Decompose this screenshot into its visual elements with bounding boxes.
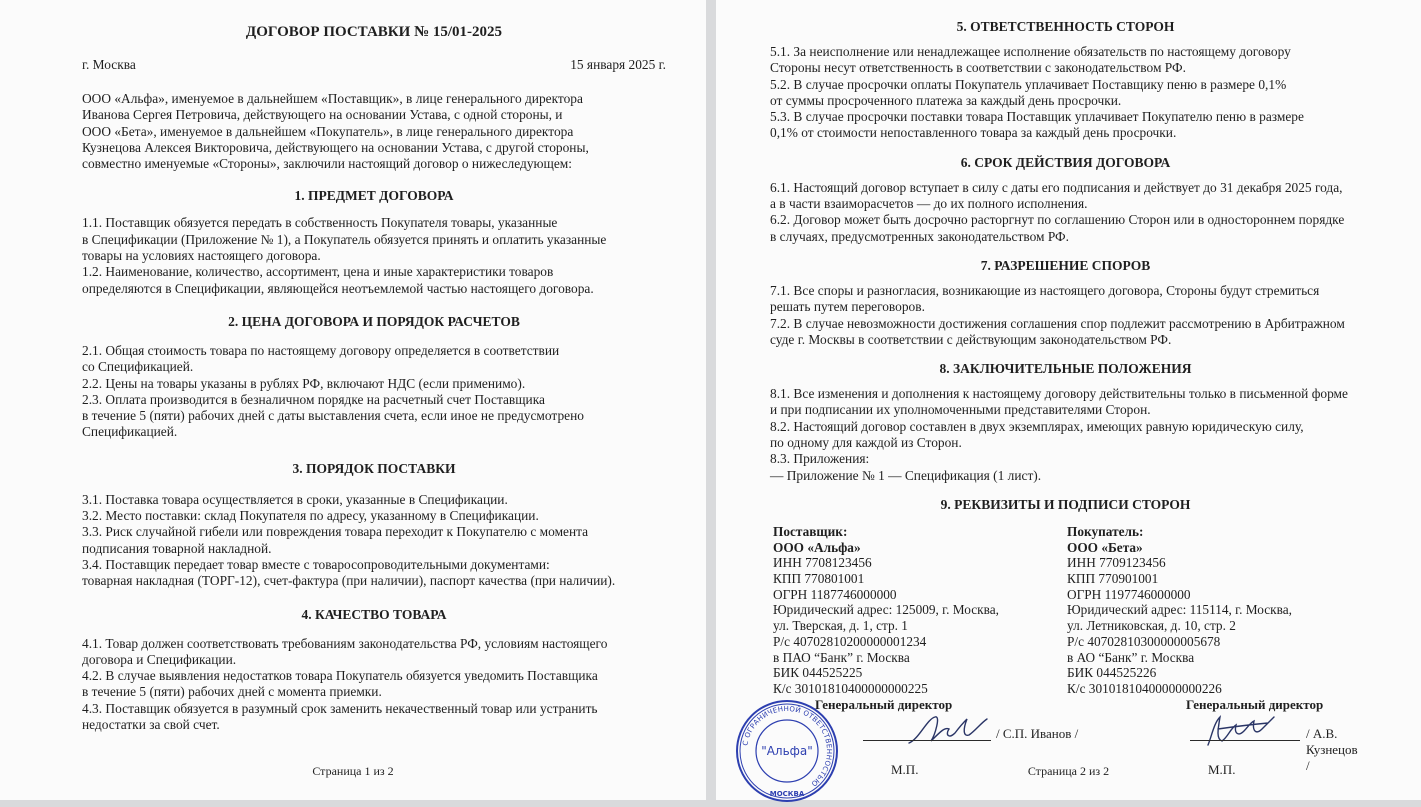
clause-line: 2.1. Общая стоимость товара по настоящему договору определяется в соответствии [82,342,560,358]
clause-line: товарная накладная (ТОРГ-12), счет-фактура (при наличии), паспорт качества (при наличии). [82,573,616,589]
supplier-requisites [770,524,1067,697]
section-body-final [770,386,1361,484]
preamble-line: Иванова Сергея Петровича, действующего на основании Устава, с одной стороны, и [82,107,563,123]
clause-line: 4.2. В случае выявления недостатков товара Покупатель обязуется уведомить Поставщика [82,668,598,684]
clause-line: подписания товарной накладной. [82,540,272,556]
clause-line: в случаях, предусмотренных законодательством РФ. [770,228,1069,244]
signature-block [741,696,1361,807]
clause-line: — Приложение № 1 — Спецификация (1 лист). [770,467,1042,483]
clause-line: недостатки за свой счет. [82,717,220,733]
clause-line: 5.3. В случае просрочки поставки товара Поставщик уплачивает Покупателю пеню в размере [770,109,1304,125]
section-title-final: 8. ЗАКЛЮЧИТЕЛЬНЫЕ ПОЛОЖЕНИЯ [939,361,1192,377]
clause-line: 1.1. Поставщик обязуется передать в собственность Покупателя товары, указанные [82,215,558,231]
buyer-name: ООО «Бета» [1067,539,1143,555]
clause-line: определяются в Спецификации, являющейся неотъемлемой частью настоящего договора. [82,280,594,296]
section-title-requisites: 9. РЕКВИЗИТЫ И ПОДПИСИ СТОРОН [940,496,1191,512]
clause-line: товары на условиях настоящего договора. [82,248,321,264]
supplier-signer-name: / С.П. Иванов / [996,725,1079,741]
section-title-term: 6. СРОК ДЕЙСТВИЯ ДОГОВОРА [960,154,1171,170]
section-title-liability: 5. ОТВЕТСТВЕННОСТЬ СТОРОН [956,19,1175,34]
clause-line: 3.3. Риск случайной гибели или повреждения товара переходит к Покупателю с момента [82,524,589,540]
section-body-term [770,180,1361,245]
clause-line: по одному для каждой из Сторон. [770,435,962,451]
document-title: ДОГОВОР ПОСТАВКИ № 15/01-2025 [245,24,503,40]
section-title-delivery: 3. ПОРЯДОК ПОСТАВКИ [292,460,456,476]
supplier-seal-place: М.П. [891,761,919,777]
clause-line: 8.3. Приложения: [770,451,870,467]
requisite-line: ИНН 7708123456 [773,555,872,571]
requisite-line: ул. Летниковская, д. 10, стр. 2 [1067,618,1236,634]
clause-line: 4.3. Поставщик обязуется в разумный срок заменить некачественный товар или устранить [82,700,598,716]
clause-line: 2.2. Цены на товары указаны в рублях РФ, включают НДС (если применимо). [82,375,526,391]
place-date-line [82,57,666,73]
preamble-line: совместно именуемые «Стороны», заключили настоящий договор о нижеследующем: [82,156,572,172]
party-requisites [770,524,1361,697]
clause-line: в Спецификации (Приложение № 1), а Покупатель обязуется принять и оплатить указанные [82,231,607,247]
clause-line: со Спецификацией. [82,359,194,375]
requisite-line: К/с 30101810400000000226 [1067,680,1222,696]
clause-line: 4.1. Товар должен соответствовать требованиям законодательства РФ, условиям настоящего [82,635,608,651]
clause-line: решать путем переговоров. [770,299,925,315]
page-number: Страница 2 из 2 [1027,764,1110,778]
clause-line: 6.1. Настоящий договор вступает в силу с даты его подписания и действует до 31 декабря 2025 года, [770,179,1343,195]
clause-line: 3.4. Поставщик передает товар вместе с товаросопроводительными документами: [82,556,550,572]
requisite-line: в ПАО “Банк” г. Москва [773,649,910,665]
requisite-line: Юридический адрес: 115114, г. Москва, [1067,602,1292,618]
buyer-signature-scribble [1198,709,1278,751]
clause-line: 8.2. Настоящий договор составлен в двух экземплярах, имеющих равную юридическую силу, [770,418,1304,434]
section-body-liability [770,44,1361,142]
requisite-line: ОГРН 1187746000000 [773,586,897,602]
requisite-line: БИК 044525225 [773,665,863,681]
company-seal [734,698,840,804]
requisite-line: ИНН 7709123456 [1067,555,1166,571]
seal-ring-text: С ОГРАНИЧЕННОЙ ОТВЕТСТВЕННОСТЬЮ [741,704,834,788]
clause-line: 5.1. За неисполнение или ненадлежащее исполнение обязательств по настоящему договору [770,44,1291,59]
clause-line: 0,1% от стоимости непоставленного товара за каждый день просрочки. [770,125,1177,141]
supplier-signature-line [863,740,991,741]
requisite-line: К/с 30101810400000000225 [773,680,928,696]
clause-line: и при подписании их уполномоченными представителями Сторон. [770,402,1151,418]
clause-line: 3.2. Место поставки: склад Покупателя по адресу, указанному в Спецификации. [82,508,539,524]
supplier-signature-scribble [905,709,995,751]
preamble-line: ООО «Альфа», именуемое в дальнейшем «Поставщик», в лице генерального директора [82,91,583,106]
section-body-quality [82,636,666,734]
contract-page-2 [716,0,1421,800]
requisite-line: Р/с 40702810300000005678 [1067,633,1221,649]
preamble-line: Кузнецова Алексея Викторовича, действующего на основании Устава, с другой стороны, [82,139,589,155]
section-body-delivery [82,492,666,590]
clause-line: 5.2. В случае просрочки оплаты Покупатель уплачивает Поставщику пеню в размере 0,1% [770,76,1287,92]
buyer-signer-name: / А.В. Кузнецов / [1306,725,1358,773]
contract-date: 15 января 2025 г. [570,57,666,72]
clause-line: Стороны несут ответственность в соответствии с законодательством РФ. [770,60,1186,76]
clause-line: в течение 5 (пяти) рабочих дней с момента приемки. [82,684,382,700]
clause-line: 3.1. Поставка товара осуществляется в сроки, указанные в Спецификации. [82,491,508,507]
supplier-heading: Поставщик: [773,523,848,539]
clause-line: Спецификацией. [82,424,178,440]
clause-line: 7.2. В случае невозможности достижения соглашения спор подлежит рассмотрению в Арбитражном [770,315,1345,331]
clause-line: 6.2. Договор может быть досрочно расторгнут по соглашению Сторон или в одностороннем порядке [770,212,1345,228]
section-body-disputes [770,283,1361,348]
requisite-line: ОГРН 1197746000000 [1067,586,1191,602]
requisite-line: Юридический адрес: 125009, г. Москва, [773,602,999,618]
buyer-requisites [1067,524,1361,697]
seal-bottom-text: МОСКВА [769,789,805,798]
buyer-seal-place: М.П. [1208,761,1236,777]
section-body-price [82,343,666,441]
clause-line: 8.1. Все изменения и дополнения к настоящему договору действительны только в письменной форме [770,386,1348,402]
section-title-subject: 1. ПРЕДМЕТ ДОГОВОРА [294,188,454,204]
seal-center-text: "Альфа" [761,743,813,758]
requisite-line: КПП 770901001 [1067,571,1159,587]
clause-line: а в части взаиморасчетов — до их полного исполнения. [770,196,1088,212]
contract-page-1 [0,0,706,800]
requisite-line: в АО “Банк” г. Москва [1067,649,1195,665]
clause-line: 2.3. Оплата производится в безналичном порядке на расчетный счет Поставщика [82,391,545,407]
clause-line: 7.1. Все споры и разногласия, возникающие из настоящего договора, Стороны будут стремиться [770,282,1320,298]
requisite-line: КПП 770801001 [773,571,865,587]
contract-city: г. Москва [82,57,136,72]
clause-line: суде г. Москвы в соответствии с действующим законодательством РФ. [770,331,1172,347]
preamble-line: ООО «Бета», именуемое в дальнейшем «Покупатель», в лице генерального директора [82,123,574,139]
page-number: Страница 1 из 2 [312,764,394,778]
clause-line: 1.2. Наименование, количество, ассортимент, цена и иные характеристики товаров [82,264,554,280]
clause-line: от суммы просроченного платежа за каждый день просрочки. [770,92,1122,108]
buyer-signer-role: Генеральный директор [1186,696,1324,712]
buyer-heading: Покупатель: [1067,523,1144,539]
requisite-line: БИК 044525226 [1067,665,1157,681]
section-title-price: 2. ЦЕНА ДОГОВОРА И ПОРЯДОК РАСЧЕТОВ [228,313,520,329]
requisite-line: Р/с 40702810200000001234 [773,633,927,649]
supplier-name: ООО «Альфа» [773,539,861,555]
buyer-signature-line [1190,740,1300,741]
clause-line: в течение 5 (пяти) рабочих дней с даты выставления счета, если иное не предусмотрено [82,408,584,424]
preamble [82,91,666,172]
section-title-disputes: 7. РАЗРЕШЕНИЕ СПОРОВ [980,257,1151,273]
section-body-subject [82,215,666,296]
supplier-signer-role: Генеральный директор [815,696,953,712]
requisite-line: ул. Тверская, д. 1, стр. 1 [773,618,908,634]
section-title-quality: 4. КАЧЕСТВО ТОВАРА [301,606,447,622]
clause-line: договора и Спецификации. [82,651,237,667]
